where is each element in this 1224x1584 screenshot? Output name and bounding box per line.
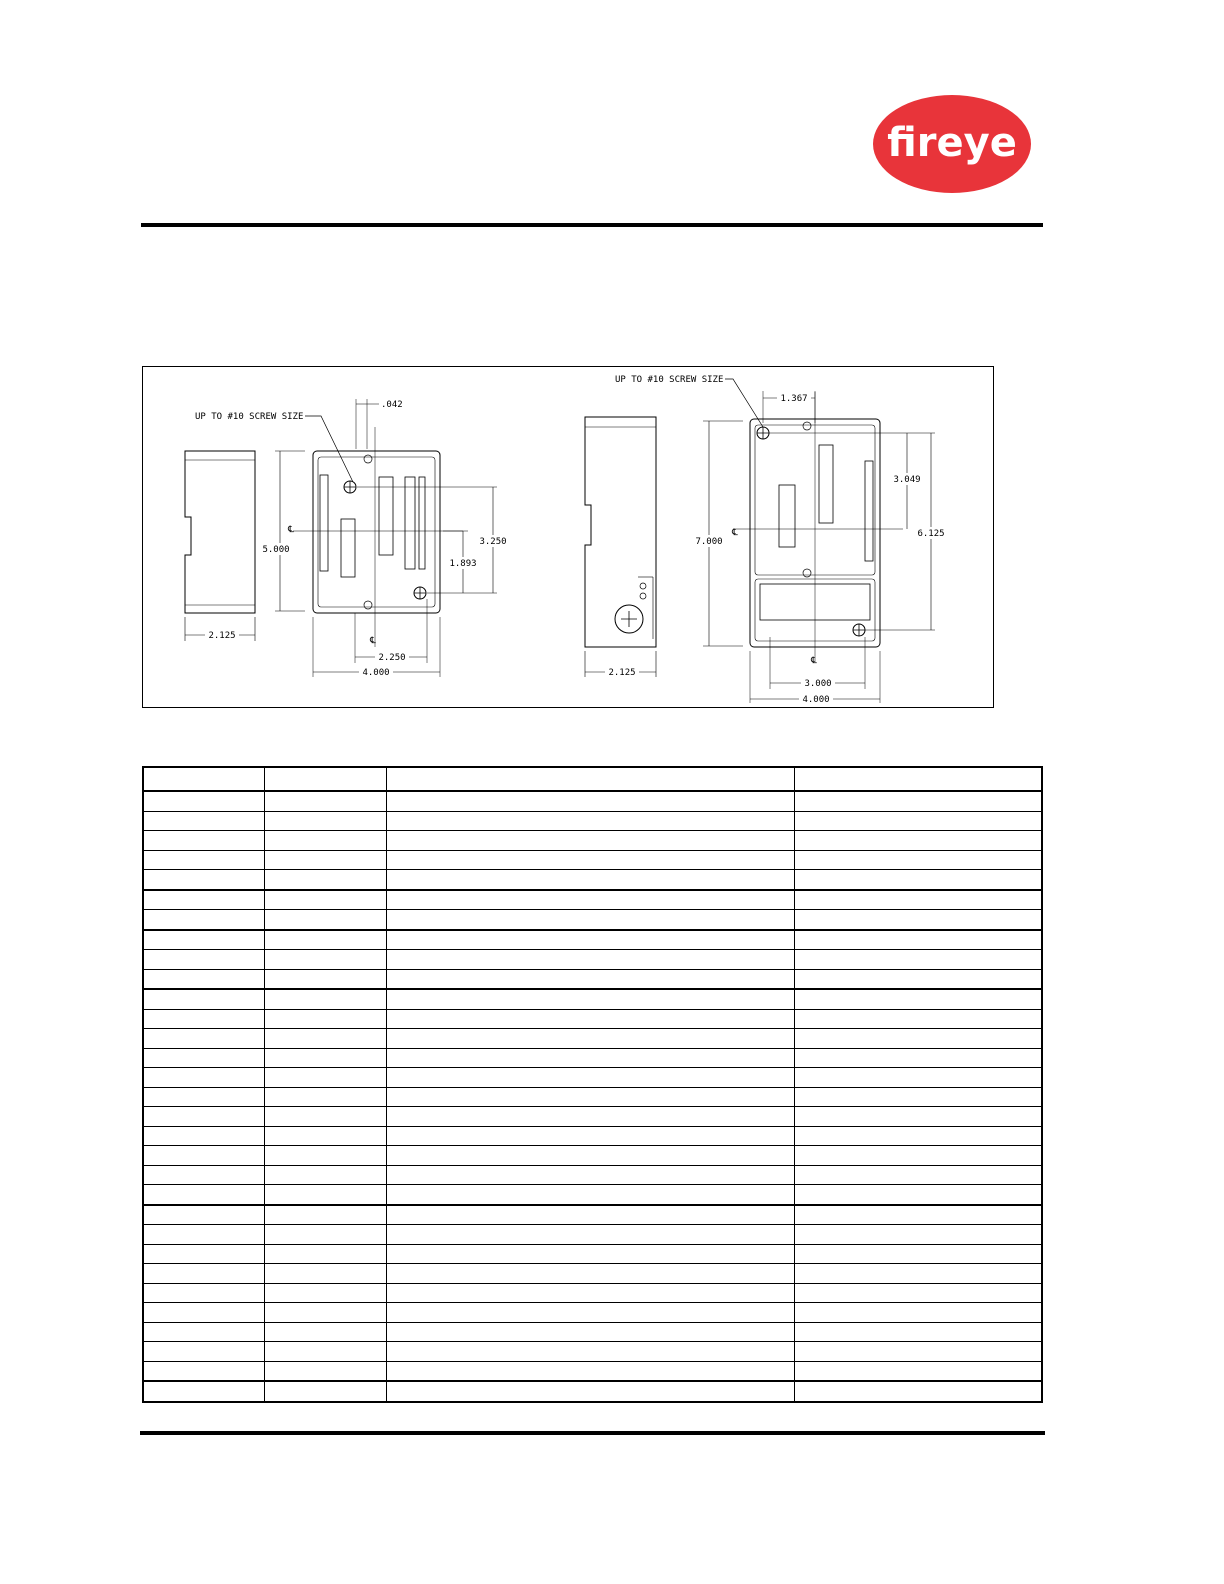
table-row (143, 1205, 1042, 1225)
table-cell (143, 811, 264, 831)
table-row (143, 1303, 1042, 1323)
table-cell (264, 1048, 386, 1068)
table-cell (386, 1029, 794, 1049)
table-cell (143, 767, 264, 791)
table-cell (143, 989, 264, 1009)
table-cell (143, 1107, 264, 1127)
table-cell (794, 1303, 1042, 1323)
table-cell (143, 890, 264, 910)
table-cell (264, 1225, 386, 1245)
table-cell (794, 890, 1042, 910)
table-row (143, 1342, 1042, 1362)
fireye-logo (872, 94, 1032, 194)
table-row (143, 1381, 1042, 1402)
table-cell (143, 969, 264, 989)
right-hole-width-dim: 3.000 (804, 679, 832, 689)
table-cell (143, 1361, 264, 1381)
table-header-row (143, 767, 1042, 791)
table-cell (794, 1381, 1042, 1402)
table-cell (264, 1009, 386, 1029)
table-row (143, 950, 1042, 970)
table-row (143, 1244, 1042, 1264)
table-cell (386, 1225, 794, 1245)
table-cell (143, 791, 264, 811)
table-cell (794, 1205, 1042, 1225)
table-cell (794, 1322, 1042, 1342)
table-cell (143, 1303, 264, 1323)
table-cell (386, 910, 794, 930)
table-row (143, 1126, 1042, 1146)
table-cell (143, 1225, 264, 1245)
table-cell (143, 930, 264, 950)
table-row (143, 910, 1042, 930)
table-cell (794, 850, 1042, 870)
logo-text: fireye (887, 120, 1017, 166)
table-row (143, 969, 1042, 989)
table-row (143, 1009, 1042, 1029)
right-side-profile (585, 417, 656, 647)
left-width-dim: 4.000 (362, 668, 390, 678)
table-cell (264, 950, 386, 970)
table-cell (264, 767, 386, 791)
table-cell (264, 1146, 386, 1166)
table-row (143, 1146, 1042, 1166)
table-cell (264, 1322, 386, 1342)
table-cell (386, 890, 794, 910)
table-cell (386, 1342, 794, 1362)
right-centerline-bottom: ℄ (811, 656, 817, 666)
table-row (143, 1068, 1042, 1088)
table-cell (264, 870, 386, 890)
table-cell (264, 1126, 386, 1146)
table-cell (143, 850, 264, 870)
table-cell (386, 1303, 794, 1323)
right-offset-dim: 1.367 (780, 394, 808, 404)
table-cell (794, 1342, 1042, 1362)
table-cell (794, 1244, 1042, 1264)
table-cell (143, 1009, 264, 1029)
table-cell (794, 1029, 1042, 1049)
table-row (143, 1322, 1042, 1342)
table-cell (386, 950, 794, 970)
table-cell (143, 831, 264, 851)
table-cell (264, 1264, 386, 1284)
table-row (143, 1165, 1042, 1185)
table-cell (386, 767, 794, 791)
table-cell (264, 1029, 386, 1049)
table-cell (386, 791, 794, 811)
table-cell (386, 1361, 794, 1381)
table-cell (264, 1381, 386, 1402)
table-cell (386, 1283, 794, 1303)
table-cell (386, 930, 794, 950)
table-cell (794, 1225, 1042, 1245)
table-cell (264, 1342, 386, 1362)
table-cell (386, 1068, 794, 1088)
table-row (143, 1283, 1042, 1303)
table-row (143, 1264, 1042, 1284)
table-cell (143, 1322, 264, 1342)
table-cell (264, 969, 386, 989)
table-cell (143, 1283, 264, 1303)
table-cell (143, 1342, 264, 1362)
table-cell (143, 1126, 264, 1146)
table-cell (143, 870, 264, 890)
table-cell (143, 1146, 264, 1166)
table-cell (386, 1146, 794, 1166)
table-cell (794, 791, 1042, 811)
table-cell (794, 910, 1042, 930)
table-row (143, 1107, 1042, 1127)
table-cell (386, 1165, 794, 1185)
table-cell (794, 1185, 1042, 1205)
table-cell (794, 989, 1042, 1009)
table-cell (143, 1048, 264, 1068)
table-cell (386, 969, 794, 989)
left-side-profile (185, 451, 255, 613)
left-offset-dim: .042 (381, 400, 403, 410)
table-cell (794, 1165, 1042, 1185)
table-row (143, 870, 1042, 890)
table-cell (794, 950, 1042, 970)
table-cell (386, 811, 794, 831)
table-cell (264, 1107, 386, 1127)
right-hole-spacing-dim: 6.125 (917, 529, 945, 539)
header-rule (141, 223, 1043, 227)
table-cell (794, 831, 1042, 851)
right-centerline-symbol: ℄ (732, 528, 738, 538)
right-screw-note: UP TO #10 SCREW SIZE (615, 375, 724, 385)
table-row (143, 1225, 1042, 1245)
table-cell (794, 1009, 1042, 1029)
table-cell (386, 1107, 794, 1127)
table-cell (143, 1087, 264, 1107)
table-cell (264, 1244, 386, 1264)
table-row (143, 831, 1042, 851)
table-cell (143, 910, 264, 930)
table-cell (264, 890, 386, 910)
table-cell (794, 1146, 1042, 1166)
right-width-dim: 4.000 (802, 695, 830, 705)
table-cell (264, 831, 386, 851)
table-cell (794, 969, 1042, 989)
table-row (143, 1087, 1042, 1107)
table-cell (143, 1381, 264, 1402)
table-cell (264, 989, 386, 1009)
table-cell (386, 1244, 794, 1264)
table-cell (264, 811, 386, 831)
table-cell (264, 1185, 386, 1205)
spec-table (142, 766, 1043, 1403)
table-cell (386, 850, 794, 870)
table-cell (794, 870, 1042, 890)
table-cell (794, 767, 1042, 791)
table-cell (143, 950, 264, 970)
table-cell (794, 1283, 1042, 1303)
table-cell (794, 1068, 1042, 1088)
table-cell (264, 910, 386, 930)
left-screw-note: UP TO #10 SCREW SIZE (195, 412, 304, 422)
table-row (143, 1048, 1042, 1068)
table-cell (794, 1087, 1042, 1107)
footer-rule (140, 1431, 1045, 1435)
left-centerline-symbol: ℄ (288, 525, 294, 535)
table-row (143, 791, 1042, 811)
left-height-dim: 5.000 (262, 545, 290, 555)
table-cell (386, 1264, 794, 1284)
table-cell (794, 1264, 1042, 1284)
table-cell (143, 1165, 264, 1185)
table-cell (386, 1126, 794, 1146)
table-cell (264, 930, 386, 950)
table-cell (794, 1048, 1042, 1068)
right-hole-offset-dim: 3.049 (893, 475, 921, 485)
table-cell (386, 1381, 794, 1402)
table-cell (264, 1165, 386, 1185)
table-cell (264, 1303, 386, 1323)
table-row (143, 1185, 1042, 1205)
table-cell (264, 1087, 386, 1107)
table-cell (143, 1185, 264, 1205)
table-row (143, 811, 1042, 831)
right-height-dim: 7.000 (695, 537, 723, 547)
table-cell (794, 1361, 1042, 1381)
table-cell (386, 870, 794, 890)
table-row (143, 890, 1042, 910)
table-row (143, 1029, 1042, 1049)
table-cell (794, 1107, 1042, 1127)
table-cell (264, 791, 386, 811)
table-cell (386, 989, 794, 1009)
table-cell (386, 1048, 794, 1068)
left-front-panel (313, 451, 440, 613)
table-cell (143, 1264, 264, 1284)
table-cell (794, 811, 1042, 831)
table-cell (264, 1205, 386, 1225)
table-cell (386, 1009, 794, 1029)
dimension-drawing (142, 366, 994, 708)
table-cell (794, 1126, 1042, 1146)
left-hole-offset-dim: 1.893 (449, 559, 477, 569)
left-centerline-bottom: ℄ (370, 636, 376, 646)
left-depth-dim: 2.125 (208, 631, 236, 641)
table-cell (386, 1205, 794, 1225)
table-cell (143, 1205, 264, 1225)
left-hole-spacing-dim: 3.250 (479, 537, 507, 547)
right-depth-dim: 2.125 (608, 668, 636, 678)
table-cell (264, 1361, 386, 1381)
table-cell (264, 1283, 386, 1303)
table-cell (143, 1068, 264, 1088)
table-cell (386, 1087, 794, 1107)
table-cell (264, 1068, 386, 1088)
table-cell (143, 1244, 264, 1264)
left-hole-width-dim: 2.250 (378, 653, 406, 663)
table-row (143, 989, 1042, 1009)
table-cell (794, 930, 1042, 950)
table-cell (143, 1029, 264, 1049)
table-cell (386, 1185, 794, 1205)
table-row (143, 850, 1042, 870)
table-cell (386, 1322, 794, 1342)
table-row (143, 930, 1042, 950)
table-row (143, 1361, 1042, 1381)
table-cell (264, 850, 386, 870)
table-cell (386, 831, 794, 851)
